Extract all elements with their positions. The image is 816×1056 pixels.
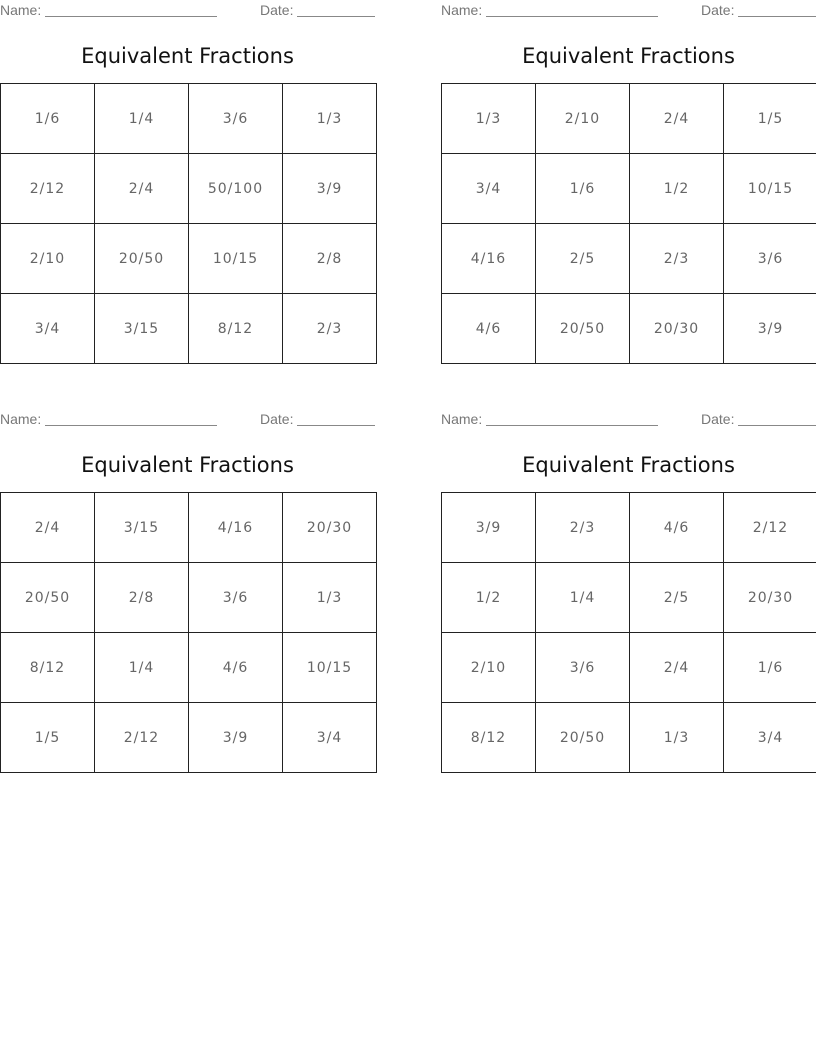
date-field[interactable] (738, 16, 816, 17)
grid-row (1, 563, 377, 633)
fraction-cell: 4/6 (189, 633, 283, 703)
fraction-cell: 50/100 (189, 154, 283, 224)
fraction-cell: 20/50 (1, 563, 95, 633)
grid-row (442, 224, 816, 294)
fraction-cell: 2/4 (1, 493, 95, 563)
fraction-grid (441, 83, 816, 364)
fraction-cell: 20/30 (283, 493, 377, 563)
name-field[interactable] (45, 425, 217, 426)
fraction-cell: 2/4 (630, 633, 724, 703)
fraction-cell: 1/5 (724, 84, 816, 154)
grid-row (1, 294, 377, 364)
fraction-cell: 1/3 (283, 84, 377, 154)
fraction-cell: 20/50 (536, 703, 630, 773)
fraction-cell: 4/16 (189, 493, 283, 563)
date-label: Date: (260, 2, 294, 18)
name-label: Name: (441, 411, 483, 427)
grid-row (1, 703, 377, 773)
fraction-cell: 3/4 (724, 703, 816, 773)
fraction-cell: 1/6 (1, 84, 95, 154)
date-field[interactable] (738, 425, 816, 426)
fraction-grid (0, 492, 377, 773)
fraction-grid (0, 83, 377, 364)
fraction-cell: 2/3 (283, 294, 377, 364)
name-label: Name: (0, 411, 42, 427)
fraction-cell: 3/15 (95, 493, 189, 563)
fraction-cell: 3/6 (536, 633, 630, 703)
worksheet-card (0, 0, 375, 380)
fraction-cell: 3/15 (95, 294, 189, 364)
grid-row (1, 154, 377, 224)
fraction-cell: 1/3 (630, 703, 724, 773)
fraction-cell: 1/2 (630, 154, 724, 224)
fraction-cell: 20/50 (536, 294, 630, 364)
fraction-cell: 2/3 (630, 224, 724, 294)
fraction-cell: 2/12 (95, 703, 189, 773)
name-field[interactable] (45, 16, 217, 17)
fraction-cell: 1/2 (442, 563, 536, 633)
grid-row (442, 563, 816, 633)
grid-row (1, 224, 377, 294)
fraction-cell: 1/4 (536, 563, 630, 633)
fraction-cell: 3/4 (1, 294, 95, 364)
fraction-cell: 3/6 (189, 84, 283, 154)
grid-row (442, 633, 816, 703)
fraction-cell: 3/6 (189, 563, 283, 633)
fraction-cell: 3/9 (442, 493, 536, 563)
fraction-cell: 2/12 (1, 154, 95, 224)
fraction-cell: 1/4 (95, 84, 189, 154)
fraction-cell: 3/9 (283, 154, 377, 224)
worksheet-title: Equivalent Fractions (81, 453, 294, 477)
worksheet-title: Equivalent Fractions (522, 453, 735, 477)
fraction-cell: 8/12 (1, 633, 95, 703)
fraction-cell: 4/6 (442, 294, 536, 364)
name-label: Name: (441, 2, 483, 18)
fraction-cell: 8/12 (189, 294, 283, 364)
date-label: Date: (701, 411, 735, 427)
fraction-cell: 20/50 (95, 224, 189, 294)
grid-row (1, 84, 377, 154)
fraction-cell: 20/30 (630, 294, 724, 364)
fraction-cell: 1/4 (95, 633, 189, 703)
fraction-cell: 2/4 (630, 84, 724, 154)
fraction-cell: 2/12 (724, 493, 816, 563)
fraction-cell: 1/5 (1, 703, 95, 773)
fraction-grid (441, 492, 816, 773)
fraction-cell: 3/4 (442, 154, 536, 224)
worksheet-card (0, 409, 375, 789)
fraction-cell: 8/12 (442, 703, 536, 773)
worksheet-title: Equivalent Fractions (522, 44, 735, 68)
fraction-cell: 1/3 (442, 84, 536, 154)
fraction-cell: 3/6 (724, 224, 816, 294)
worksheet-header (441, 2, 816, 20)
name-field[interactable] (486, 425, 658, 426)
fraction-cell: 2/10 (442, 633, 536, 703)
fraction-cell: 10/15 (283, 633, 377, 703)
grid-row (442, 294, 816, 364)
fraction-cell: 2/8 (283, 224, 377, 294)
worksheet-header (0, 2, 375, 20)
grid-row (442, 703, 816, 773)
grid-row (442, 84, 816, 154)
worksheet-card (441, 0, 816, 380)
fraction-cell: 2/10 (1, 224, 95, 294)
fraction-cell: 2/8 (95, 563, 189, 633)
date-label: Date: (260, 411, 294, 427)
fraction-cell: 1/6 (724, 633, 816, 703)
fraction-cell: 2/5 (536, 224, 630, 294)
date-label: Date: (701, 2, 735, 18)
grid-row (1, 493, 377, 563)
fraction-cell: 3/9 (189, 703, 283, 773)
fraction-cell: 2/3 (536, 493, 630, 563)
fraction-cell: 1/3 (283, 563, 377, 633)
fraction-cell: 2/4 (95, 154, 189, 224)
fraction-cell: 3/4 (283, 703, 377, 773)
date-field[interactable] (297, 16, 375, 17)
worksheet-header (0, 411, 375, 429)
fraction-cell: 4/16 (442, 224, 536, 294)
date-field[interactable] (297, 425, 375, 426)
fraction-cell: 10/15 (189, 224, 283, 294)
worksheet-card (441, 409, 816, 789)
fraction-cell: 1/6 (536, 154, 630, 224)
name-label: Name: (0, 2, 42, 18)
grid-row (442, 154, 816, 224)
fraction-cell: 2/10 (536, 84, 630, 154)
fraction-cell: 2/5 (630, 563, 724, 633)
worksheet-title: Equivalent Fractions (81, 44, 294, 68)
worksheet-header (441, 411, 816, 429)
fraction-cell: 20/30 (724, 563, 816, 633)
grid-row (1, 633, 377, 703)
fraction-cell: 4/6 (630, 493, 724, 563)
name-field[interactable] (486, 16, 658, 17)
fraction-cell: 3/9 (724, 294, 816, 364)
fraction-cell: 10/15 (724, 154, 816, 224)
grid-row (442, 493, 816, 563)
